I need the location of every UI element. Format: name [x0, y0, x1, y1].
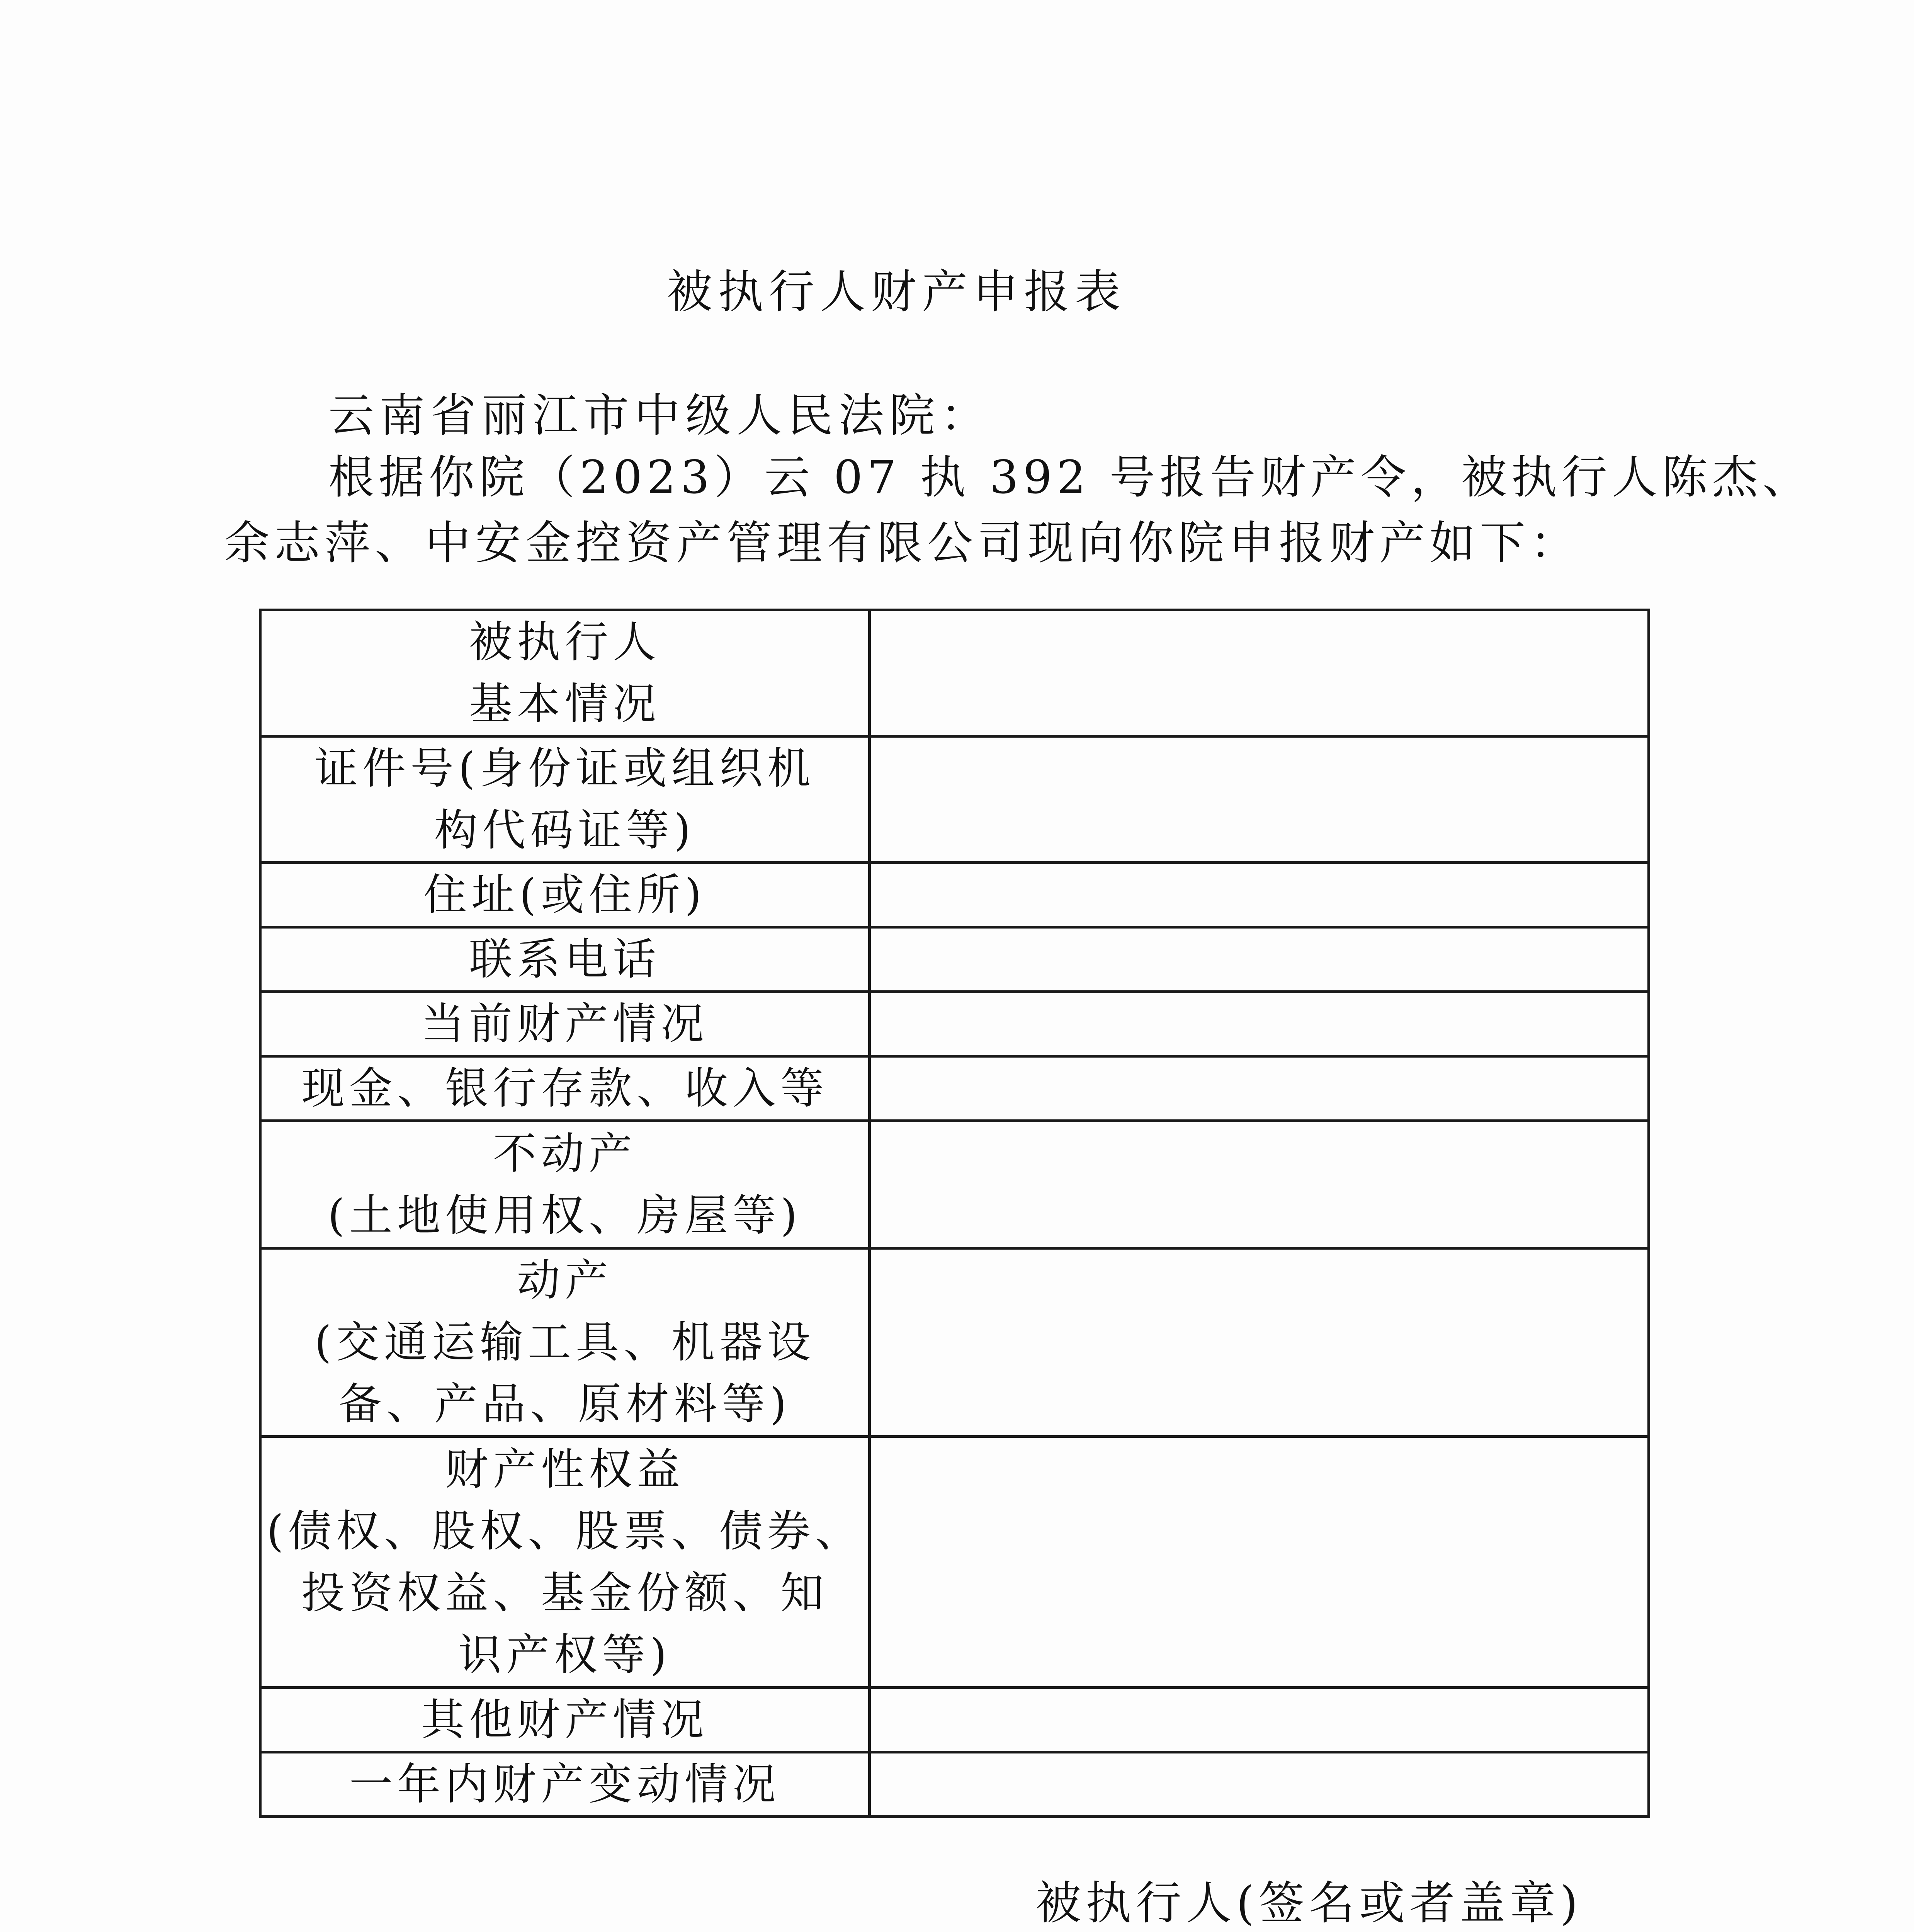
- table-row: [260, 927, 1649, 992]
- table-row: [260, 1248, 1649, 1437]
- document-title: 被执行人财产申报表: [666, 265, 1126, 318]
- row-label-property-rights: 财产性权益 (债权、股权、股票、债券、 投资权益、基金份额、知 识产权等): [260, 1437, 870, 1688]
- table-row: [260, 992, 1649, 1056]
- row-value-annual-changes[interactable]: [870, 1752, 1649, 1817]
- row-value-phone[interactable]: [870, 927, 1649, 992]
- row-label-phone: 联系电话: [260, 927, 870, 992]
- row-label-cash-deposits: 现金、银行存款、收入等: [260, 1056, 870, 1121]
- intro-line-2: 余志萍、中安金控资产管理有限公司现向你院申报财产如下：: [224, 516, 1581, 570]
- table-row: [260, 1121, 1649, 1248]
- row-value-id-number[interactable]: [870, 736, 1649, 863]
- row-label-movable-property: 动产 (交通运输工具、机器设 备、产品、原材料等): [260, 1248, 870, 1437]
- table-row: [260, 1688, 1649, 1752]
- row-label-current-assets: 当前财产情况: [260, 992, 870, 1056]
- row-value-real-estate[interactable]: [870, 1121, 1649, 1248]
- row-label-id-number: 证件号(身份证或组织机 构代码证等): [260, 736, 870, 863]
- table-row: [260, 1056, 1649, 1121]
- row-label-annual-changes: 一年内财产变动情况: [260, 1752, 870, 1817]
- row-label-other-assets: 其他财产情况: [260, 1688, 870, 1752]
- table-row: [260, 610, 1649, 736]
- signature-label: 被执行人(签名或者盖章): [1035, 1876, 1583, 1930]
- row-value-property-rights[interactable]: [870, 1437, 1649, 1688]
- intro-paragraph: [224, 444, 1813, 576]
- table-row: [260, 863, 1649, 927]
- table-row: [260, 736, 1649, 863]
- addressee: 云南省丽江市中级人民法院：: [328, 389, 992, 442]
- row-label-basic-info: 被执行人 基本情况: [260, 610, 870, 736]
- row-value-current-assets[interactable]: [870, 992, 1649, 1056]
- row-label-real-estate: 不动产 (土地使用权、房屋等): [260, 1121, 870, 1248]
- table-row: [260, 1752, 1649, 1817]
- row-label-address: 住址(或住所): [260, 863, 870, 927]
- row-value-address[interactable]: [870, 863, 1649, 927]
- table-row: [260, 1437, 1649, 1688]
- row-value-movable-property[interactable]: [870, 1248, 1649, 1437]
- row-value-other-assets[interactable]: [870, 1688, 1649, 1752]
- asset-declaration-table: [259, 609, 1650, 1818]
- row-value-cash-deposits[interactable]: [870, 1056, 1649, 1121]
- intro-line-1: 根据你院（2023）云 07 执 392 号报告财产令，被执行人陈杰、: [328, 451, 1813, 504]
- row-value-basic-info[interactable]: [870, 610, 1649, 736]
